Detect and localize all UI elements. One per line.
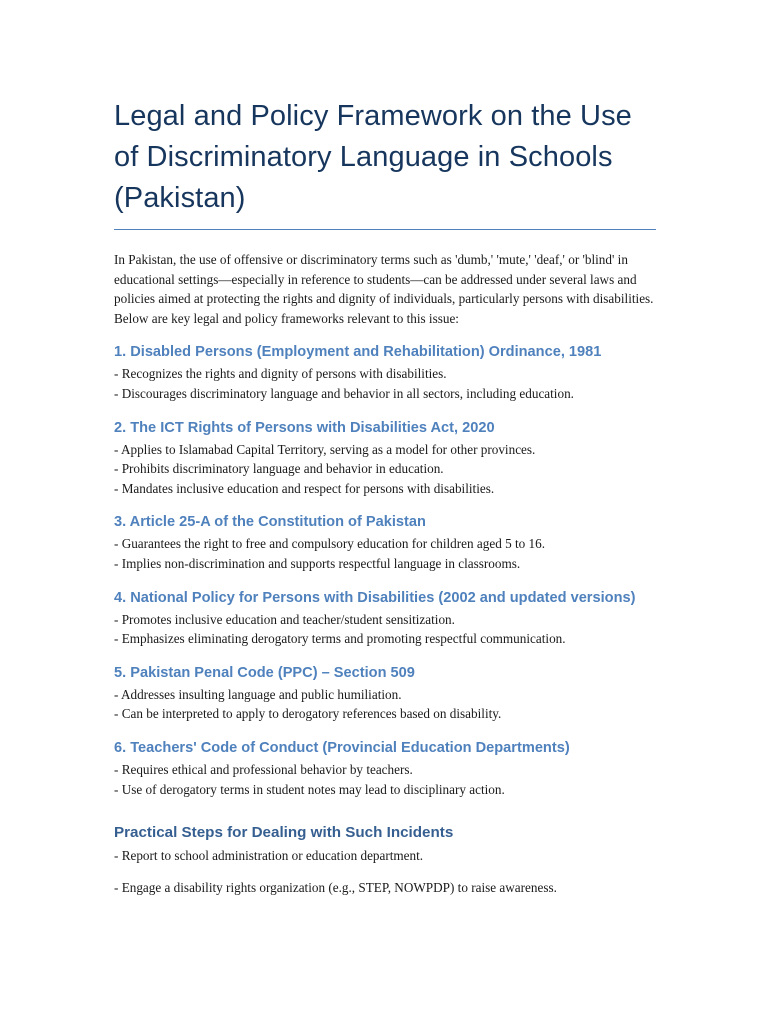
document-page: [114, 96, 656, 897]
list-item: - Mandates inclusive education and respect for persons with disabilities.: [114, 480, 495, 496]
practical-steps-heading: Practical Steps for Dealing with Such Incidents: [114, 824, 454, 842]
list-item: - Promotes inclusive education and teacher/student sensitization.: [114, 611, 455, 627]
section-1: [114, 342, 656, 403]
section-2: [114, 418, 656, 499]
section-4: [114, 588, 656, 649]
list-item: - Applies to Islamabad Capital Territory, serving as a model for other provinces.: [114, 441, 536, 457]
list-item: - Can be interpreted to apply to derogatory references based on disability.: [114, 706, 502, 722]
step-item: - Engage a disability rights organization (e.g., STEP, NOWPDP) to raise awareness.: [114, 879, 557, 895]
section-heading: 5. Pakistan Penal Code (PPC) – Section 509: [114, 664, 415, 681]
list-item: - Requires ethical and professional behavior by teachers.: [114, 761, 413, 777]
list-item: - Guarantees the right to free and compulsory education for children aged 5 to 16.: [114, 536, 546, 552]
section-heading: 2. The ICT Rights of Persons with Disabilities Act, 2020: [114, 419, 495, 436]
list-item: - Prohibits discriminatory language and behavior in education.: [114, 461, 444, 477]
section-heading: 6. Teachers' Code of Conduct (Provincial Education Departments): [114, 739, 570, 756]
section-3: [114, 512, 656, 573]
list-item: - Discourages discriminatory language and behavior in all sectors, including education.: [114, 385, 574, 401]
section-heading: 4. National Policy for Persons with Disabilities (2002 and updated versions): [114, 589, 636, 606]
section-heading: 3. Article 25-A of the Constitution of Pakistan: [114, 514, 426, 531]
list-item: - Emphasizes eliminating derogatory terms and promoting respectful communication.: [114, 631, 566, 647]
section-6: [114, 738, 656, 799]
section-5: [114, 663, 656, 724]
list-item: - Recognizes the rights and dignity of persons with disabilities.: [114, 366, 447, 382]
section-heading: 1. Disabled Persons (Employment and Rehabilitation) Ordinance, 1981: [114, 344, 602, 361]
list-item: - Implies non-discrimination and supports respectful language in classrooms.: [114, 555, 521, 571]
intro-paragraph: In Pakistan, the use of offensive or discriminatory terms such as 'dumb,' 'mute,' 'deaf,' or 'blind' in educational settings—especially in reference to students—can be addressed under several laws and policies aimed at protecting the rights and dignity of individuals, particularly persons with disabilities. Below are key legal and policy frameworks relevant to this issue:: [114, 252, 654, 326]
list-item: - Use of derogatory terms in student notes may lead to disciplinary action.: [114, 781, 505, 797]
step-item: - Report to school administration or education department.: [114, 848, 424, 864]
document-title: Legal and Policy Framework on the Use of Discriminatory Language in Schools (Pakistan): [114, 100, 632, 214]
title-divider: [114, 229, 656, 230]
list-item: - Addresses insulting language and public humiliation.: [114, 686, 402, 702]
